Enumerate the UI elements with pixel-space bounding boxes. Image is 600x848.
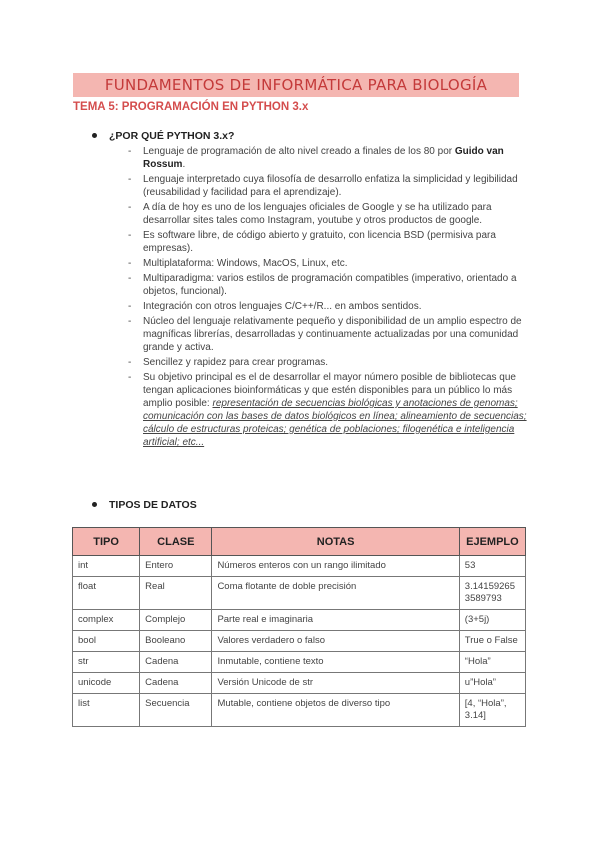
cell-clase: Cadena — [140, 652, 212, 673]
cell-notas: Inmutable, contiene texto — [212, 652, 459, 673]
cell-clase: Cadena — [140, 673, 212, 694]
table-row — [73, 631, 526, 652]
column-header-tipo: TIPO — [73, 528, 140, 556]
section-why-python-heading: ¿POR QUÉ PYTHON 3.x? — [109, 130, 235, 142]
cell-notas: Coma flotante de doble precisión — [212, 577, 459, 610]
cell-clase: Entero — [140, 556, 212, 577]
list-item: - Sencillez y rapidez para crear programas. — [128, 356, 528, 369]
column-header-ejemplo: EJEMPLO — [459, 528, 525, 556]
list-item-text: Su objetivo principal es el de desarrollar el mayor número posible de bibliotecas que tengan aplicaciones bioinformáticas y que estén disponibles para un público lo más amplio posible: — [143, 372, 516, 409]
cell-clase: Real — [140, 577, 212, 610]
column-header-notas: NOTAS — [212, 528, 459, 556]
list-item: - Integración con otros lenguajes C/C++/R... en ambos sentidos. — [128, 300, 528, 313]
document-subtitle: TEMA 5: PROGRAMACIÓN EN PYTHON 3.x — [73, 101, 309, 113]
section-data-types — [92, 499, 197, 511]
document-title-band — [73, 73, 519, 97]
cell-ejemplo: 3.141592653589793 — [459, 577, 525, 610]
cell-tipo: int — [73, 556, 140, 577]
document-title: FUNDAMENTOS DE INFORMÁTICA PARA BIOLOGÍA — [104, 76, 488, 94]
section-why-python — [92, 130, 234, 142]
list-item — [128, 145, 528, 171]
cell-clase: Complejo — [140, 610, 212, 631]
cell-tipo: bool — [73, 631, 140, 652]
section-data-types-heading: TIPOS DE DATOS — [109, 499, 197, 511]
cell-notas: Números enteros con un rango ilimitado — [212, 556, 459, 577]
cell-notas: Valores verdadero o falso — [212, 631, 459, 652]
column-header-clase: CLASE — [140, 528, 212, 556]
cell-ejemplo: (3+5j) — [459, 610, 525, 631]
cell-tipo: unicode — [73, 673, 140, 694]
cell-ejemplo: 53 — [459, 556, 525, 577]
cell-clase: Secuencia — [140, 694, 212, 727]
table-row — [73, 577, 526, 610]
applications-underlined-text: representación de secuencias biológicas y anotaciones de genomas; comunicación con las bases de datos biológicos en línea; alineamiento de secuencias; cálculo de estructuras proteicas; genética de poblaciones; filogenética e inteligencia artificial; etc... — [143, 398, 527, 448]
table-header-row — [73, 528, 526, 556]
list-item: - Multiplataforma: Windows, MacOS, Linux, etc. — [128, 257, 528, 270]
list-item: - Es software libre, de código abierto y gratuito, con licencia BSD (permisiva para empresas). — [128, 229, 528, 255]
cell-ejemplo: [4, “Hola”, 3.14] — [459, 694, 525, 727]
cell-notas: Mutable, contiene objetos de diverso tipo — [212, 694, 459, 727]
data-types-table — [72, 527, 526, 727]
table-row — [73, 652, 526, 673]
list-item-text-end: . — [182, 159, 186, 170]
list-item-text: Lenguaje de programación de alto nivel creado a finales de los 80 por — [143, 146, 455, 157]
list-item — [128, 371, 528, 449]
bullet-icon — [92, 133, 97, 138]
cell-notas: Versión Unicode de str — [212, 673, 459, 694]
cell-ejemplo: True o False — [459, 631, 525, 652]
list-item: - A día de hoy es uno de los lenguajes oficiales de Google y se ha utilizado para desarrollar sites tales como Instagram, youtube y otros productos de google. — [128, 201, 528, 227]
cell-tipo: complex — [73, 610, 140, 631]
bullet-icon — [92, 502, 97, 507]
table-row — [73, 556, 526, 577]
cell-tipo: str — [73, 652, 140, 673]
cell-notas: Parte real e imaginaria — [212, 610, 459, 631]
list-item: - Multiparadigma: varios estilos de programación compatibles (imperativo, orientado a objetos, funcional). — [128, 272, 528, 298]
list-item: - Núcleo del lenguaje relativamente pequeño y disponibilidad de un amplio espectro de magníficas librerías, desarrolladas y continuamente actualizadas por una comunidad grande y activa. — [128, 315, 528, 354]
cell-tipo: float — [73, 577, 140, 610]
why-python-list — [128, 145, 528, 451]
table-row — [73, 673, 526, 694]
list-item: - Lenguaje interpretado cuya filosofía de desarrollo enfatiza la simplicidad y legibilidad (reusabilidad y facilidad para el aprendizaje). — [128, 173, 528, 199]
author-name: Guido van Rossum — [143, 146, 504, 170]
cell-ejemplo: u”Hola” — [459, 673, 525, 694]
table-row — [73, 610, 526, 631]
cell-ejemplo: “Hola” — [459, 652, 525, 673]
cell-tipo: list — [73, 694, 140, 727]
table-row — [73, 694, 526, 727]
cell-clase: Booleano — [140, 631, 212, 652]
